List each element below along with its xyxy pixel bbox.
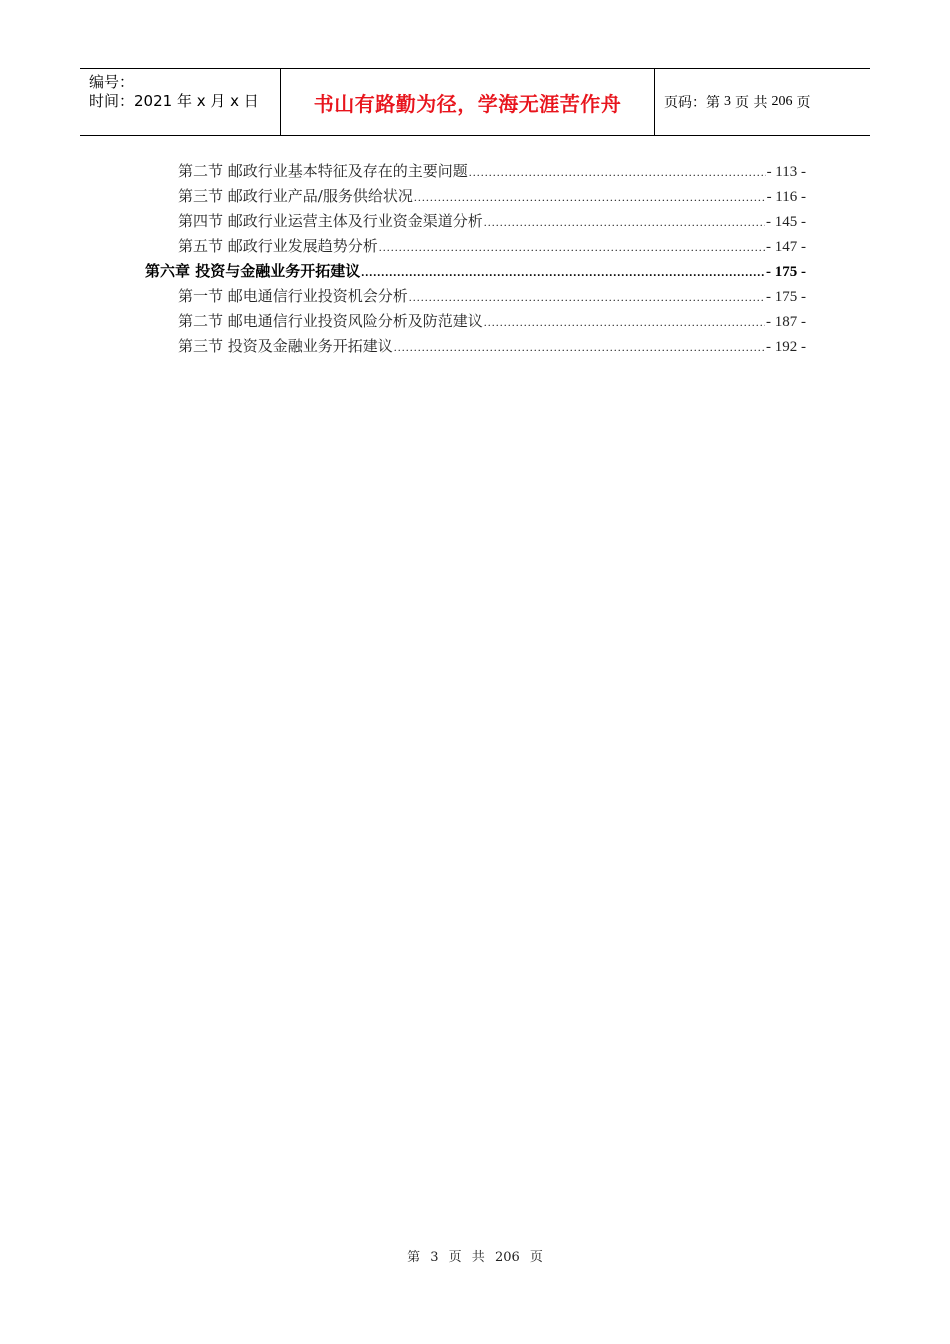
toc-leader-dots xyxy=(379,236,765,258)
toc-leader-dots xyxy=(414,186,766,208)
toc-entry-page: - 192 - xyxy=(766,339,806,355)
header-page-cell xyxy=(655,69,870,135)
toc-entry[interactable] xyxy=(178,185,806,207)
footer-suffix: 页 xyxy=(529,1250,543,1265)
toc-leader-dots xyxy=(409,286,765,308)
toc-entry[interactable] xyxy=(178,210,806,232)
toc-entry[interactable] xyxy=(178,160,806,182)
header-motto-cell xyxy=(281,69,655,135)
footer-page-word: 页 xyxy=(448,1250,462,1265)
footer-prefix: 第 xyxy=(407,1250,421,1265)
toc-entry-title: 第四节 邮政行业运营主体及行业资金渠道分析 xyxy=(178,212,483,230)
toc-entry[interactable] xyxy=(178,235,806,257)
header-page-prefix: 页码：第 xyxy=(664,95,720,111)
toc-entry-title: 第六章 投资与金融业务开拓建议 xyxy=(145,262,361,280)
toc-entry-page: - 116 - xyxy=(766,189,806,205)
footer-page-total: 206 xyxy=(494,1250,520,1265)
toc-leader-dots xyxy=(484,311,765,333)
toc-entry-title: 第一节 邮电通信行业投资机会分析 xyxy=(178,287,408,305)
toc-entry-title: 第三节 邮政行业产品/服务供给状况 xyxy=(178,187,413,205)
page-header xyxy=(80,68,870,136)
toc-chapter-entry[interactable] xyxy=(145,260,806,282)
toc-leader-dots xyxy=(361,261,765,283)
toc-entry-title: 第二节 邮电通信行业投资风险分析及防范建议 xyxy=(178,312,483,330)
header-page-current: 3 xyxy=(724,94,731,109)
toc-entry-page: - 145 - xyxy=(766,214,806,230)
page-footer xyxy=(0,1246,950,1265)
toc-entry-title: 第五节 邮政行业发展趋势分析 xyxy=(178,237,378,255)
toc-entry[interactable] xyxy=(178,335,806,357)
footer-page-current: 3 xyxy=(430,1250,439,1265)
toc-leader-dots xyxy=(394,336,765,358)
header-page-suffix: 页 xyxy=(796,95,811,111)
toc-leader-dots xyxy=(484,211,765,233)
toc-entry-page: - 187 - xyxy=(766,314,806,330)
toc-entry-page: - 113 - xyxy=(766,164,806,180)
toc-leader-dots xyxy=(469,161,766,183)
toc-entry-title: 第二节 邮政行业基本特征及存在的主要问题 xyxy=(178,162,468,180)
header-motto: 书山有路勤为径，学海无涯苦作舟 xyxy=(313,91,622,116)
header-page-total: 206 xyxy=(771,94,793,109)
toc-entry[interactable] xyxy=(178,285,806,307)
header-meta-cell xyxy=(80,69,281,135)
toc-entry-page: - 175 - xyxy=(766,264,806,280)
toc-entry-page: - 147 - xyxy=(766,239,806,255)
header-page-mid: 页 共 xyxy=(735,95,768,111)
document-code-label: 编号： xyxy=(89,73,135,91)
toc-entry[interactable] xyxy=(178,310,806,332)
document-time-label: 时间：2021 年 x 月 x 日 xyxy=(89,92,259,110)
footer-total-word: 共 xyxy=(471,1250,485,1265)
toc-entry-title: 第三节 投资及金融业务开拓建议 xyxy=(178,337,393,355)
toc-entry-page: - 175 - xyxy=(766,289,806,305)
